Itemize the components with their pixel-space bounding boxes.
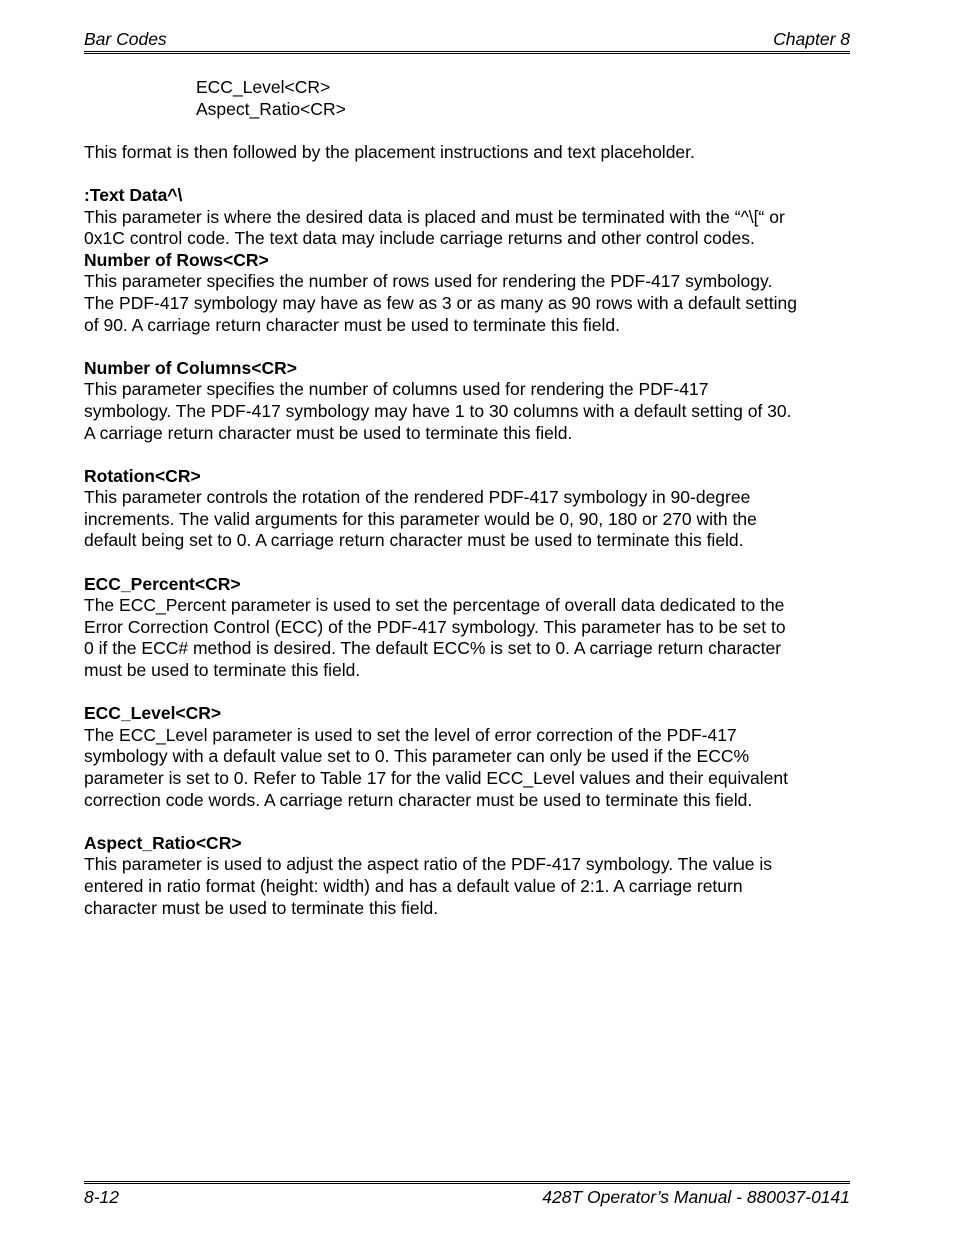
section-line: This parameter is used to adjust the aspect ratio of the PDF-417 symbology. The value is: [84, 854, 773, 875]
section-line: This parameter controls the rotation of the rendered PDF-417 symbology in 90-degree: [84, 487, 751, 508]
section-line: symbology. The PDF-417 symbology may have 1 to 30 columns with a default setting of 30.: [84, 400, 792, 421]
section-line: A carriage return character must be used to terminate this field.: [84, 422, 573, 443]
section-aspect-ratio: [84, 833, 856, 919]
section-line: This parameter is where the desired data is placed and must be terminated with the “^\[“ or: [84, 206, 785, 227]
section-heading: Rotation<CR>: [84, 465, 201, 486]
header-section-title: Bar Codes: [84, 29, 167, 49]
header-rule: [84, 51, 850, 54]
section-heading: Aspect_Ratio<CR>: [84, 832, 242, 853]
section-line: entered in ratio format (height: width) and has a default value of 2:1. A carriage return: [84, 875, 743, 896]
section-line: correction code words. A carriage return character must be used to terminate this field.: [84, 789, 753, 810]
section-line: The PDF-417 symbology may have as few as 3 or as many as 90 rows with a default setting: [84, 292, 797, 313]
section-line: character must be used to terminate this field.: [84, 897, 439, 918]
section-text-data: [84, 185, 856, 250]
section-line: The ECC_Level parameter is used to set the level of error correction of the PDF-417: [84, 724, 737, 745]
section-line: 0x1C control code. The text data may include carriage returns and other control codes.: [84, 228, 755, 249]
manual-title: 428T Operator’s Manual - 880037-0141: [542, 1187, 850, 1207]
section-line: parameter is set to 0. Refer to Table 17 for the valid ECC_Level values and their equivalent: [84, 768, 788, 788]
section-line: The ECC_Percent parameter is used to set the percentage of overall data dedicated to the: [84, 595, 785, 616]
section-heading: Number of Rows<CR>: [84, 249, 269, 270]
format-line: ECC_Level<CR>: [196, 77, 331, 97]
section-line: increments. The valid arguments for this parameter would be 0, 90, 180 or 270 with the: [84, 508, 757, 529]
section-line: This parameter specifies the number of columns used for rendering the PDF-417: [84, 379, 709, 400]
section-number-of-rows: [84, 250, 856, 336]
intro-paragraph: This format is then followed by the placement instructions and text placeholder.: [84, 141, 695, 162]
section-heading: :Text Data^\: [84, 184, 183, 205]
section-line: This parameter specifies the number of rows used for rendering the PDF-417 symbology.: [84, 271, 773, 292]
page-number: 8-12: [84, 1187, 120, 1207]
section-heading: ECC_Percent<CR>: [84, 573, 241, 594]
page-body: [84, 77, 856, 919]
section-line: symbology with a default value set to 0. This parameter can only be used if the ECC%: [84, 746, 750, 767]
section-rotation: [84, 466, 856, 552]
section-line: of 90. A carriage return character must be used to terminate this field.: [84, 314, 620, 335]
section-heading: Number of Columns<CR>: [84, 357, 297, 378]
header-chapter: Chapter 8: [773, 29, 850, 49]
section-line: 0 if the ECC# method is desired. The default ECC% is set to 0. A carriage return character: [84, 638, 782, 659]
format-line: Aspect_Ratio<CR>: [196, 98, 346, 119]
section-ecc-percent: [84, 574, 856, 682]
section-ecc-level: [84, 703, 856, 811]
section-line: Error Correction Control (ECC) of the PDF-417 symbology. This parameter has to be set to: [84, 616, 786, 637]
footer-rule: [84, 1181, 850, 1184]
section-line: default being set to 0. A carriage return character must be used to terminate this field.: [84, 530, 744, 551]
section-heading: ECC_Level<CR>: [84, 703, 222, 724]
section-line: must be used to terminate this field.: [84, 660, 361, 681]
section-number-of-columns: [84, 358, 856, 444]
